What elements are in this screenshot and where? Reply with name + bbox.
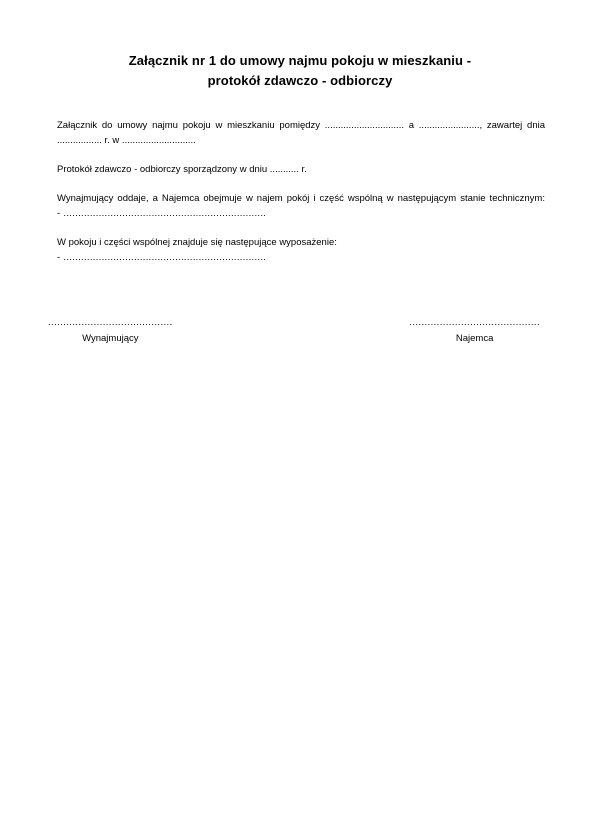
document-title — [0, 0, 600, 91]
equipment-blank-line: - ..................................................................... — [57, 252, 267, 263]
signature-section — [0, 315, 600, 346]
landlord-signature-line: ......................................... — [48, 317, 173, 328]
tenant-signature-label: Najemca — [455, 333, 494, 344]
equipment-heading: W pokoju i części wspólnej znajduje się następujące wyposażenie: — [57, 237, 337, 248]
landlord-signature-label: Wynajmujący — [82, 333, 139, 344]
document-title-line2: protokół zdawczo - odbiorczy — [207, 73, 393, 88]
signature-tenant — [409, 315, 540, 346]
document-body — [0, 91, 600, 265]
paragraph-equipment — [57, 235, 545, 265]
tenant-signature-line: ........................................... — [409, 317, 540, 328]
paragraph-technical-state — [57, 191, 545, 221]
technical-state-blank-line: - ..................................................................... — [57, 208, 267, 219]
signature-landlord — [48, 315, 173, 346]
document-title-line1: Załącznik nr 1 do umowy najmu pokoju w mieszkaniu - — [128, 53, 472, 68]
paragraph-intro: Załącznik do umowy najmu pokoju w mieszkaniu pomiędzy .............................. a ......................., zawartej dnia ................. r. w ............................ — [57, 120, 545, 146]
paragraph-protocol-date: Protokół zdawczo - odbiorczy sporządzony w dniu ........... r. — [57, 164, 307, 175]
technical-state-heading: Wynajmujący oddaje, a Najemca obejmuje w najem pokój i część wspólną w następującym stanie technicznym: — [57, 193, 545, 204]
